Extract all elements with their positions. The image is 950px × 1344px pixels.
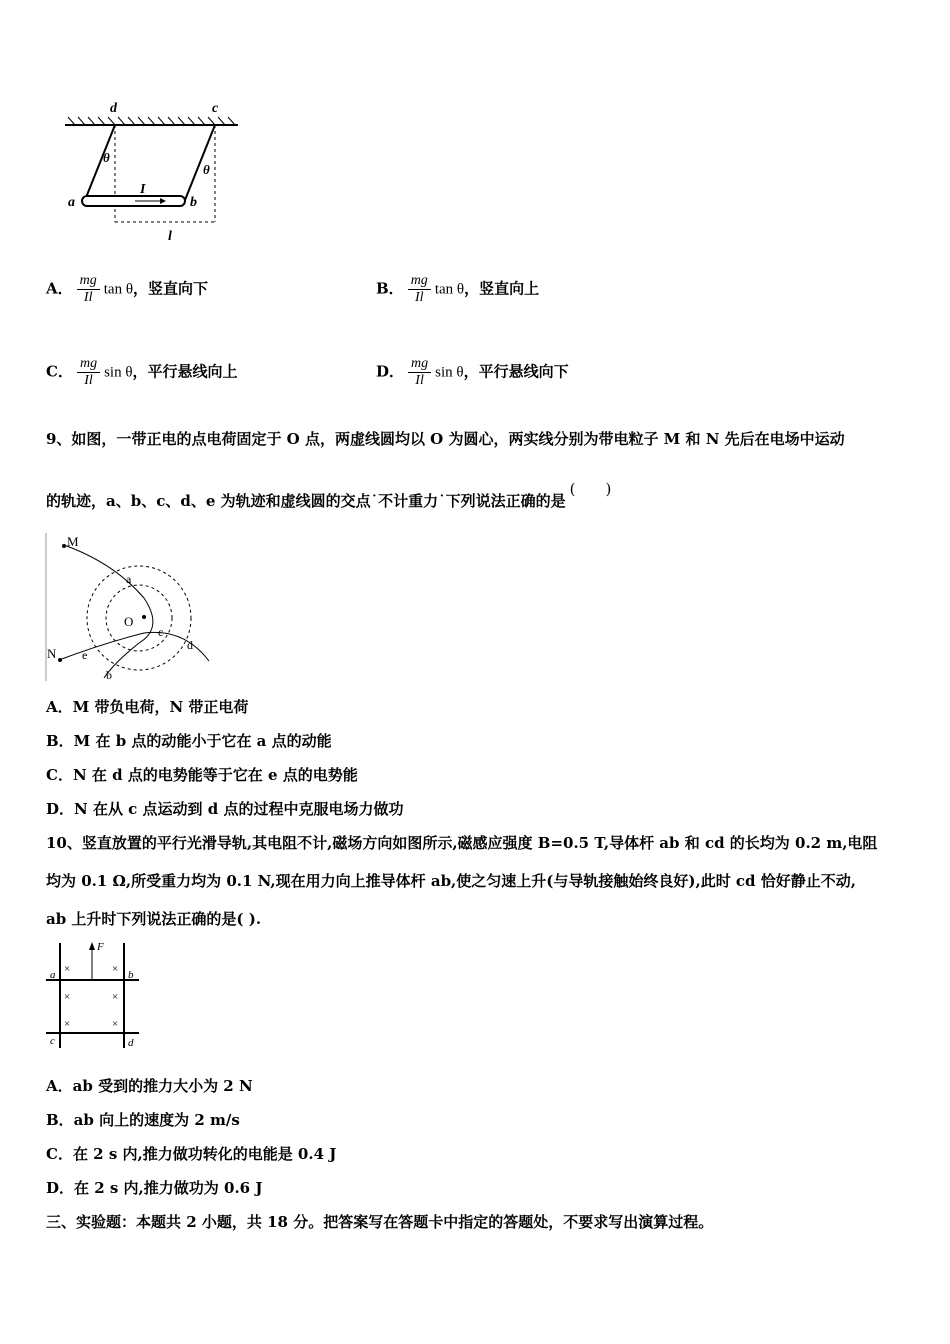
option-letter: A． [46, 279, 73, 298]
q8-label-a: a [68, 195, 75, 210]
field-cross: × [112, 963, 119, 975]
q8-option-b [376, 273, 539, 306]
q8-option-a [46, 273, 208, 306]
q9-stem-line2 [46, 480, 612, 511]
function: tan θ [103, 281, 134, 298]
answer-blank: ( ) [569, 480, 612, 498]
q10-stem-line2: 均为 0.1 Ω,所受重力均为 0.1 N,现在用力向上推导体杆 ab,使之匀速上升(与导轨接触始终良好),此时 cd 恰好静止不动, [46, 872, 856, 890]
q8-label-b: b [190, 195, 197, 210]
q10-label-c: c [50, 1035, 55, 1047]
q9-option-a: A．M 带负电荷，N 带正电荷 [46, 698, 249, 716]
field-cross: × [112, 991, 119, 1003]
function: sin θ [104, 364, 133, 381]
field-cross: × [64, 963, 71, 975]
q9-label-N: N [47, 646, 57, 661]
fraction [408, 273, 431, 306]
q10-label-a: a [50, 969, 56, 981]
option-letter: C． [46, 362, 73, 381]
q9-label-d: d [187, 638, 193, 652]
q9-stem-line1: 9、如图，一带正电的点电荷固定于 O 点，两虚线圆均以 O 为圆心，两实线分别为带电粒子 M 和 N 先后在电场中运动 [46, 430, 845, 448]
numerator: mg [408, 273, 431, 290]
q10-option-d: D．在 2 s 内,推力做功为 0.6 J [46, 1179, 263, 1197]
q10-stem-line3: ab 上升时下列说法正确的是( ). [46, 910, 262, 928]
function: tan θ [434, 281, 465, 298]
numerator: mg [77, 356, 100, 373]
fraction [408, 356, 431, 389]
q9-figure [44, 533, 214, 683]
option-text: ，竖直向下 [133, 279, 209, 298]
q8-option-c [46, 356, 238, 389]
option-text: ，平行悬线向上 [132, 362, 238, 381]
fraction [77, 356, 100, 389]
q8-option-d [376, 356, 569, 389]
numerator: mg [77, 273, 100, 290]
field-cross: × [64, 991, 71, 1003]
field-cross: × [112, 1018, 119, 1030]
denominator: Il [415, 373, 424, 388]
q9-label-O: O [124, 614, 134, 629]
q8-label-theta: θ [203, 162, 210, 177]
q10-label-d: d [128, 1037, 134, 1049]
q8-label-length: l [168, 229, 172, 244]
q10-figure [44, 938, 144, 1053]
section-3-heading: 三、实验题：本题共 2 小题，共 18 分。把答案写在答题卡中指定的答题处，不要求写出演算过程。 [46, 1213, 714, 1231]
q9-stem-text: 的轨迹，a、b、c、d、e 为轨迹和虚线圆的交点˙不计重力˙下列说法正确的是 [46, 492, 566, 510]
q10-stem-line1: 10、竖直放置的平行光滑导轨,其电阻不计,磁场方向如图所示,磁感应强度 B=0.5 T,导体杆 ab 和 cd 的长均为 0.2 m,电阻 [46, 834, 878, 852]
q9-option-d: D．N 在从 c 点运动到 d 点的过程中克服电场力做功 [46, 800, 404, 818]
q8-label-theta: θ [103, 150, 110, 165]
q10-label-F: F [97, 941, 104, 953]
q8-figure [60, 100, 250, 250]
option-text: ，竖直向上 [464, 279, 540, 298]
option-letter: D． [376, 362, 405, 381]
option-letter: B． [376, 279, 404, 298]
option-text: ，平行悬线向下 [463, 362, 569, 381]
function: sin θ [435, 364, 464, 381]
denominator: Il [84, 373, 93, 388]
q9-label-M: M [67, 534, 79, 549]
q9-label-b: b [106, 668, 112, 682]
q9-option-b: B．M 在 b 点的动能小于它在 a 点的动能 [46, 732, 332, 750]
q10-option-b: B．ab 向上的速度为 2 m/s [46, 1111, 240, 1129]
denominator: Il [83, 290, 93, 305]
field-cross: × [64, 1018, 71, 1030]
q9-label-e: e [82, 648, 88, 662]
q9-option-c: C．N 在 d 点的电势能等于它在 e 点的电势能 [46, 766, 358, 784]
q10-option-c: C．在 2 s 内,推力做功转化的电能是 0.4 J [46, 1145, 337, 1163]
numerator: mg [408, 356, 431, 373]
fraction [77, 273, 100, 306]
q9-label-a: a [126, 572, 132, 586]
q8-label-current: I [140, 182, 146, 197]
q8-label-c: c [212, 101, 219, 116]
q10-option-a: A．ab 受到的推力大小为 2 N [46, 1077, 253, 1095]
q9-label-c: c [158, 625, 164, 639]
q10-label-b: b [128, 969, 134, 981]
q8-label-d: d [110, 101, 117, 116]
denominator: Il [414, 290, 424, 305]
